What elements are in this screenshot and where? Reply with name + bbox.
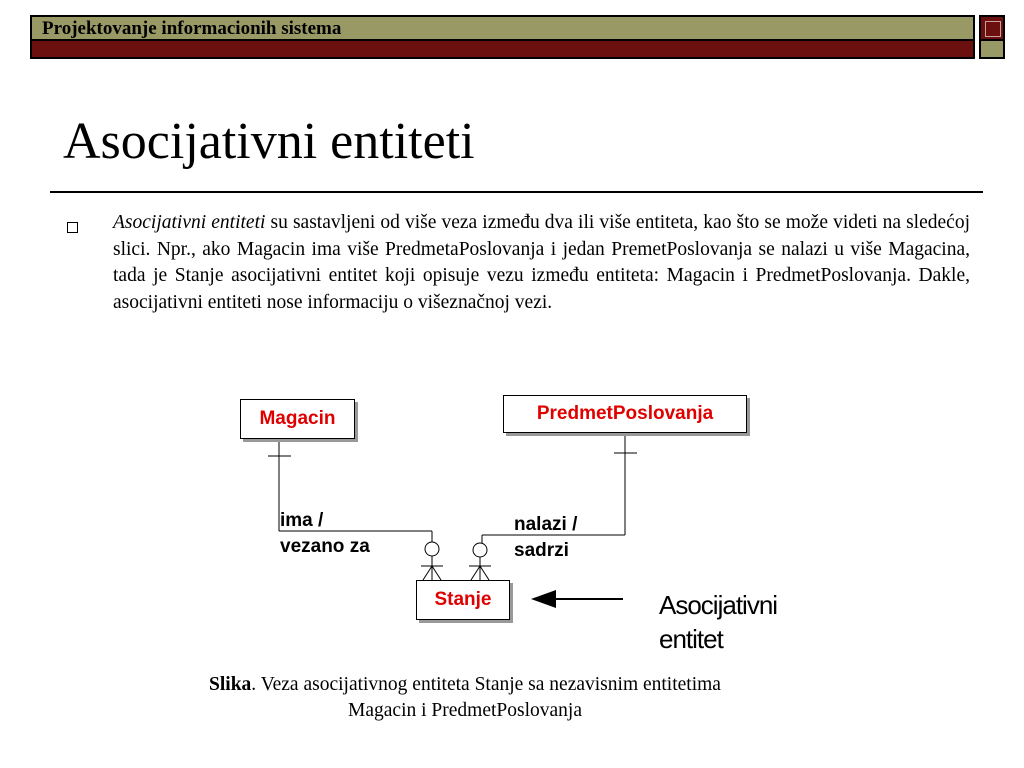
crowfoot-right-a [471, 566, 480, 580]
relation-ima-line1: ima / [280, 510, 324, 531]
relation-ima-line2: vezano za [280, 536, 370, 557]
crowfoot-left-a [423, 566, 432, 580]
bullet-rest: su sastavljeni od više veza između dva ili više entiteta, kao što se može videti na sledećoj slici. Npr., ako Magacin ima više PredmetaPoslovanja i jedan PremetPoslovanja se nalazi u više Magacina, tada je Stanje asocijativni entitet koji opisuje vezu između entiteta: Magacin i PredmetPoslovanja. Dakle, asocijativni entiteti nose informaciju o višeznačnoj vezi. [113, 212, 970, 313]
entity-magacin: Magacin [240, 399, 355, 439]
relation-label-ima [280, 508, 370, 560]
annotation-line1: Asocijativni [659, 590, 778, 620]
caption-line1 [100, 672, 830, 698]
associative-entity-annotation [659, 588, 777, 656]
caption-text: . Veza asocijativnog entiteta Stanje sa nezavisnim entitetima [251, 674, 721, 695]
crowfoot-left-b [432, 566, 441, 580]
entity-stanje: Stanje [416, 580, 510, 620]
stanje-right-zero-circle [473, 543, 487, 557]
annotation-line2: entitet [659, 624, 723, 654]
entity-predmet-poslovanja: PredmetPoslovanja [503, 395, 747, 433]
course-title: Projektovanje informacionih sistema [42, 18, 342, 39]
slide-title: Asocijativni entiteti [63, 113, 475, 170]
caption-bold: Slika [209, 674, 252, 695]
relation-nalazi-line2: sadrzi [514, 540, 569, 561]
relation-label-nalazi [514, 512, 577, 564]
figure-caption [100, 672, 830, 724]
relation-nalazi-line1: nalazi / [514, 514, 578, 535]
arrow-head-icon [531, 590, 556, 608]
bullet-lead: Asocijativni entiteti [113, 212, 266, 233]
caption-line2: Magacin i PredmetPoslovanja [348, 700, 582, 721]
crowfoot-right-b [480, 566, 489, 580]
stanje-left-zero-circle [425, 542, 439, 556]
